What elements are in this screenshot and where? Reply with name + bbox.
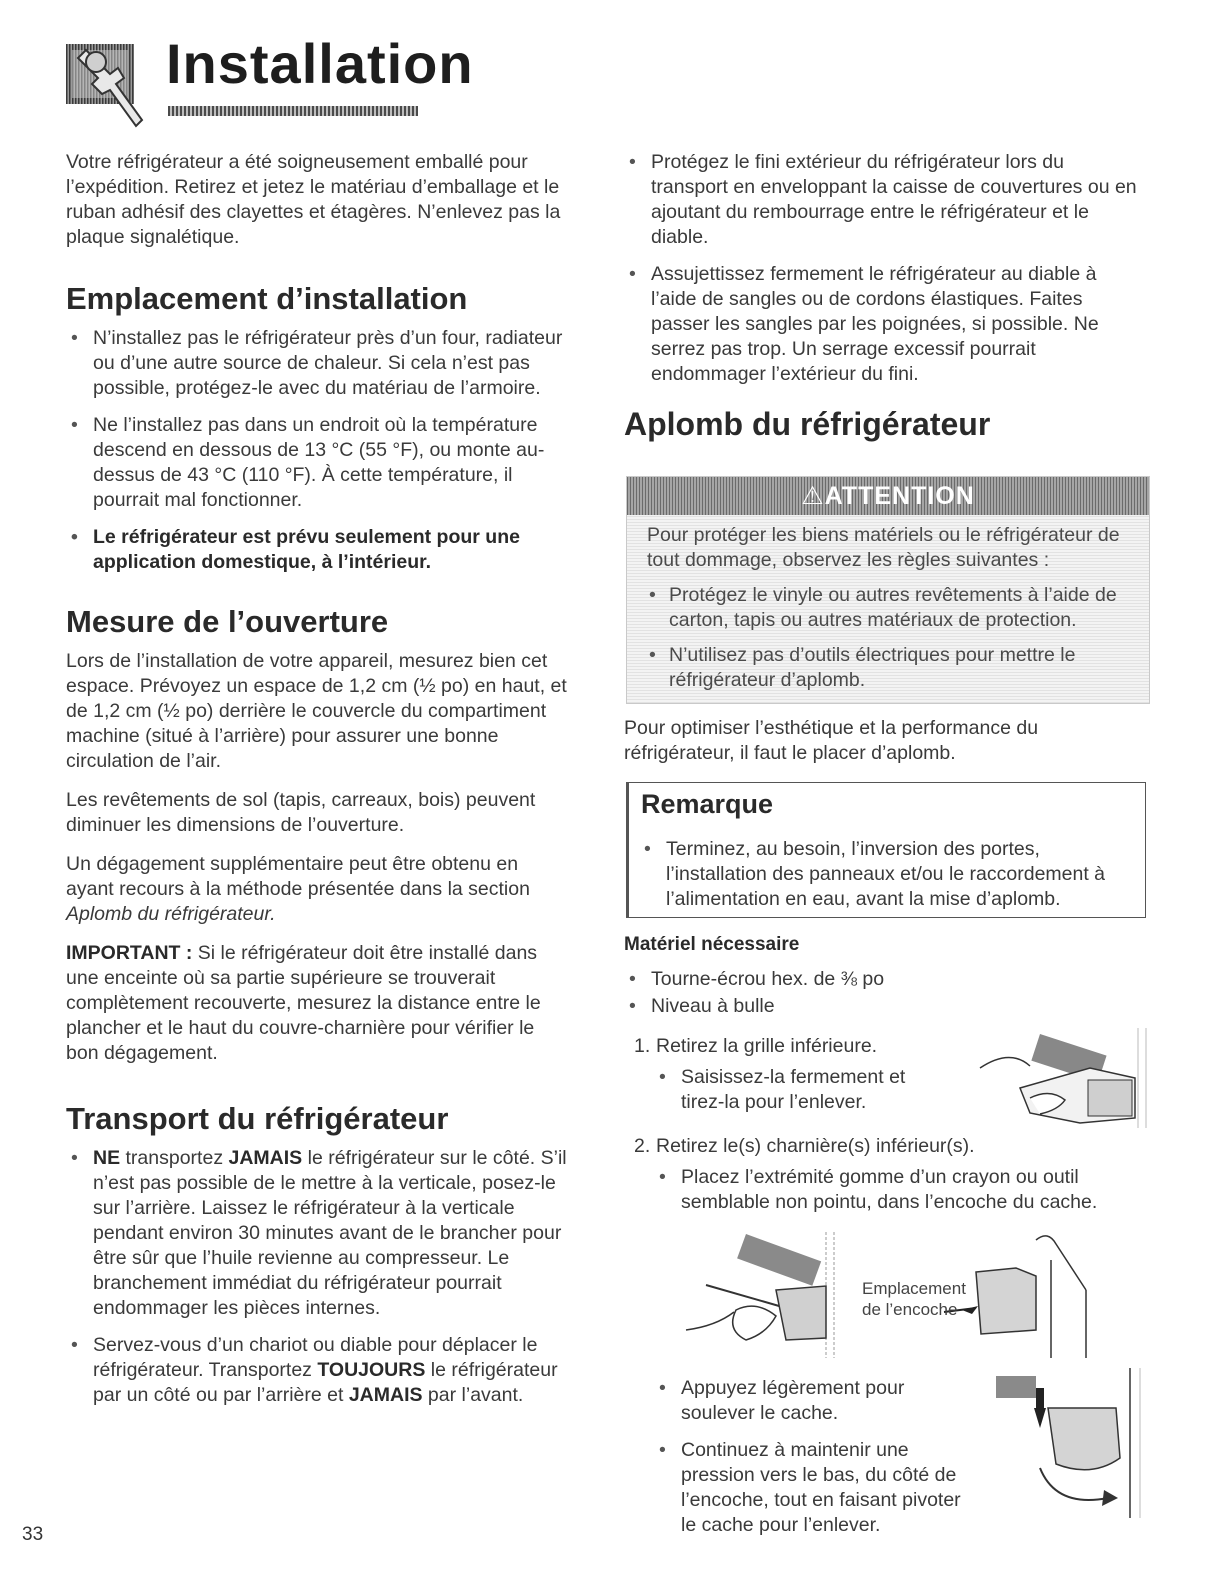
- step-heading: [634, 1034, 934, 1059]
- emphasis-jamais: JAMAIS: [348, 1384, 423, 1406]
- materiel-section: [624, 932, 1144, 1025]
- attention-title: ⚠ATTENTION: [801, 482, 975, 510]
- mesure-paragraph-2: Les revêtements de sol (tapis, carreaux, bois) peuvent diminuer les dimensions de l’ouverture.: [66, 789, 536, 836]
- section-heading-emplacement: Emplacement d’installation: [66, 281, 468, 316]
- mesure-paragraph-3: [66, 852, 571, 927]
- step-text: Retirez la grille inférieure.: [656, 1035, 878, 1057]
- emphasis-ne: NE: [93, 1147, 121, 1169]
- emphasis-jamais: JAMAIS: [228, 1147, 303, 1169]
- materiel-heading: Matériel nécessaire: [624, 934, 800, 955]
- step-number: 1.: [634, 1035, 651, 1057]
- step-1: [634, 1034, 934, 1127]
- mesure-p3-text: Un dégagement supplémentaire peut être obtenu en ayant recours à la méthode présentée dans la section: [66, 853, 530, 900]
- encoche-label: [862, 1278, 966, 1320]
- list-item: • N’installez pas le réfrigérateur près d’un four, radiateur ou d’une autre source de chaleur. Si cela n’est pas possible, protégez-le avec du matériau de l’armoire.: [66, 326, 571, 401]
- transport-b1-b: le réfrigérateur sur le côté. S’il n’est pas possible de le mettre à la verticale, posez-le sur l’arrière. Laissez le réfrigérateur à la verticale pendant environ 30 minutes avant de le brancher pour être sûr que l’huile revienne au compresseur. Le branchement immédiat du réfrigérateur pourrait endommager les pièces internes.: [93, 1147, 567, 1319]
- list-item: • Protégez le fini extérieur du réfrigérateur lors du transport en enveloppant la caisse de couvertures ou en ajoutant du rembourrage entre le réfrigérateur et le diable.: [624, 150, 1144, 250]
- encoche-label-line: Emplacement: [862, 1279, 966, 1298]
- transport-b2-c: par l’avant.: [427, 1384, 524, 1406]
- left-column: [66, 150, 571, 1420]
- wrench-icon: [66, 32, 148, 128]
- emphasis-toujours: TOUJOURS: [317, 1359, 426, 1381]
- encoche-label-line: de l’encoche: [862, 1300, 958, 1319]
- title-underline: [168, 106, 418, 116]
- list-item: • Tourne-écrou hex. de ⅜ po: [624, 967, 1144, 992]
- important-paragraph: [66, 941, 571, 1066]
- remarque-body: [639, 837, 1139, 912]
- list-item: • Assujettissez fermement le réfrigérateur au diable à l’aide de sangles ou de cordons élastiques. Faites passer les sangles par les poignées, si possible. Ne serrez pas trop. Un serrage excessif pourrait endommager l’extérieur du fini.: [624, 262, 1144, 387]
- aplomb-paragraph: Pour optimiser l’esthétique et la performance du réfrigérateur, il faut le placer d’aplomb.: [624, 717, 1039, 764]
- remarque-box: [626, 782, 1146, 918]
- attention-intro: Pour protéger les biens matériels ou le réfrigérateur de tout dommage, observez les règles suivantes :: [647, 524, 1120, 571]
- list-item: • Le réfrigérateur est prévu seulement pour une application domestique, à l’intérieur.: [66, 525, 571, 575]
- step-number: 2.: [634, 1135, 651, 1157]
- transport-b2-a: Servez-vous d’un chariot ou diable pour déplacer le réfrigérateur. Transportez: [93, 1334, 538, 1381]
- attention-header: [627, 477, 1149, 515]
- page-title: Installation: [166, 32, 474, 95]
- list-item: • Placez l’extrémité gomme d’un crayon ou outil semblable non pointu, dans l’encoche du cache.: [654, 1165, 1149, 1215]
- section-heading-mesure: Mesure de l’ouverture: [66, 604, 389, 639]
- list-item: • N’utilisez pas d’outils électriques pour mettre le réfrigérateur d’aplomb.: [647, 643, 1141, 693]
- list-item: • Terminez, au besoin, l’inversion des portes, l’installation des panneaux et/ou le raccordement à l’alimentation en eau, avant la mise d’aplomb.: [639, 837, 1139, 912]
- cache-illustration: [996, 1368, 1148, 1518]
- list-item: • Protégez le vinyle ou autres revêtements à l’aide de carton, tapis ou autres matériaux de protection.: [647, 583, 1141, 633]
- intro-paragraph: Votre réfrigérateur a été soigneusement emballé pour l’expédition. Retirez et jetez le matériau d’emballage et le ruban adhésif des clayettes et étagères. N’enlevez pas la plaque signalétique.: [66, 151, 561, 248]
- step-heading: [634, 1134, 1149, 1159]
- remarque-title: Remarque: [641, 789, 774, 819]
- transport-b1-a: transportez: [125, 1147, 224, 1169]
- important-label: IMPORTANT :: [66, 942, 193, 964]
- page-number: 33: [22, 1524, 44, 1545]
- encoche-illustration: [676, 1230, 1146, 1360]
- list-item: [66, 1146, 571, 1321]
- list-item: • Continuez à maintenir une pression vers le bas, du côté de l’encoche, tout en faisant pivoter le cache pour l’enlever.: [654, 1438, 964, 1538]
- list-item: • Niveau à bulle: [624, 994, 1144, 1019]
- list-item: • Ne l’installez pas dans un endroit où la température descend en dessous de 13 °C (55 °F), ou monte au-dessus de 43 °C (110 °F). À cette température, il pourrait mal fonctionner.: [66, 413, 571, 513]
- section-reference: Aplomb du réfrigérateur.: [66, 903, 276, 925]
- list-item: [66, 1333, 571, 1408]
- section-heading-transport: Transport du réfrigérateur: [66, 1101, 449, 1136]
- section-heading-aplomb: Aplomb du réfrigérateur: [624, 406, 991, 442]
- right-column: [624, 150, 1144, 451]
- step-2: [634, 1134, 1149, 1227]
- important-text: Si le réfrigérateur doit être installé dans une enceinte où sa partie supérieure se trouverait complètement recouverte, mesurez la distance entre le plancher et le haut du couvre-charnière pour vérifier le bon dégagement.: [66, 942, 541, 1064]
- attention-box: [626, 476, 1150, 704]
- list-item: • Appuyez légèrement pour soulever le cache.: [654, 1376, 964, 1426]
- step-text: Retirez le(s) charnière(s) inférieur(s).: [656, 1135, 975, 1157]
- step-2-continued: [654, 1376, 964, 1550]
- list-item: • Saisissez-la fermement et tirez-la pour l’enlever.: [654, 1065, 934, 1115]
- transport-b2-b: le réfrigérateur par un côté ou par l’arrière et: [93, 1359, 558, 1406]
- attention-body: [647, 523, 1141, 703]
- grille-illustration: [970, 1028, 1148, 1128]
- mesure-paragraph-1: Lors de l’installation de votre appareil, mesurez bien cet espace. Prévoyez un espace de 1,2 cm (½ po) en haut, et de 1,2 cm (½ po) derrière le couvercle du compartiment machine (situé à l’arrière) pour assurer une bonne circulation de l’air.: [66, 650, 567, 772]
